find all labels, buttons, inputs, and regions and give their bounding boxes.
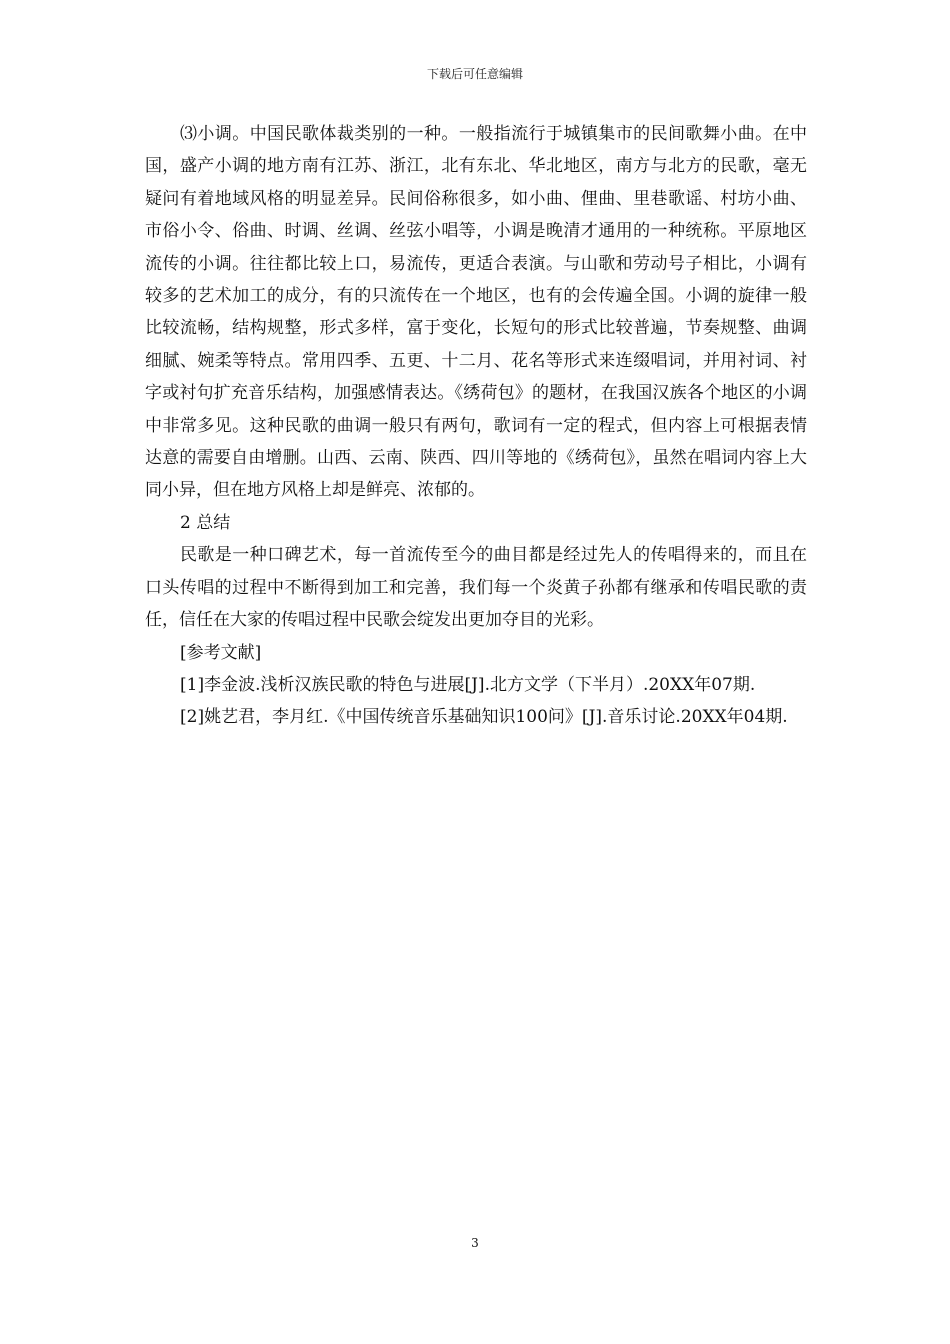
reference-item-1: [1]李金波.浅析汉族民歌的特色与进展[J].北方文学（下半月）.20XX年07期. xyxy=(180,674,756,695)
document-body xyxy=(145,118,807,734)
page-number: 3 xyxy=(471,1236,479,1250)
references-heading: [参考文献] xyxy=(180,642,262,663)
paragraph-summary: 民歌是一种口碑艺术，每一首流传至今的曲目都是经过先人的传唱得来的，而且在口头传唱的过程中不断得到加工和完善，我们每一个炎黄子孙都有继承和传唱民歌的责任，信任在大家的传唱过程中民歌会绽发出更加夺目的光彩。 xyxy=(145,545,807,631)
page-header: 下载后可任意编辑 xyxy=(426,67,523,81)
section-heading-summary: 2 总结 xyxy=(180,512,231,533)
reference-item-2: [2]姚艺君，李月红.《中国传统音乐基础知识100问》[J].音乐讨论.20XX年04期. xyxy=(180,707,788,728)
paragraph-xiaodiao: ⑶小调。中国民歌体裁类别的一种。一般指流行于城镇集市的民间歌舞小曲。在中国，盛产小调的地方南有江苏、浙江，北有东北、华北地区，南方与北方的民歌，毫无疑问有着地域风格的明显差异。民间俗称很多，如小曲、俚曲、里巷歌谣、村坊小曲、市俗小令、俗曲、时调、丝调、丝弦小唱等，小调是晚清才通用的一种统称。平原地区流传的小调。往往都比较上口，易流传，更适合表演。与山歌和劳动号子相比，小调有较多的艺术加工的成分，有的只流传在一个地区，也有的会传遍全国。小调的旋律一般比较流畅，结构规整，形式多样，富于变化，长短句的形式比较普遍，节奏规整、曲调细腻、婉柔等特点。常用四季、五更、十二月、花名等形式来连缀唱词，并用衬词、衬字或衬句扩充音乐结构，加强感情表达。《绣荷包》的题材，在我国汉族各个地区的小调中非常多见。这种民歌的曲调一般只有两句，歌词有一定的程式，但内容上可根据表情达意的需要自由增删。山西、云南、陕西、四川等地的《绣荷包》，虽然在唱词内容上大同小异，但在地方风格上却是鲜亮、浓郁的。 xyxy=(145,124,807,501)
